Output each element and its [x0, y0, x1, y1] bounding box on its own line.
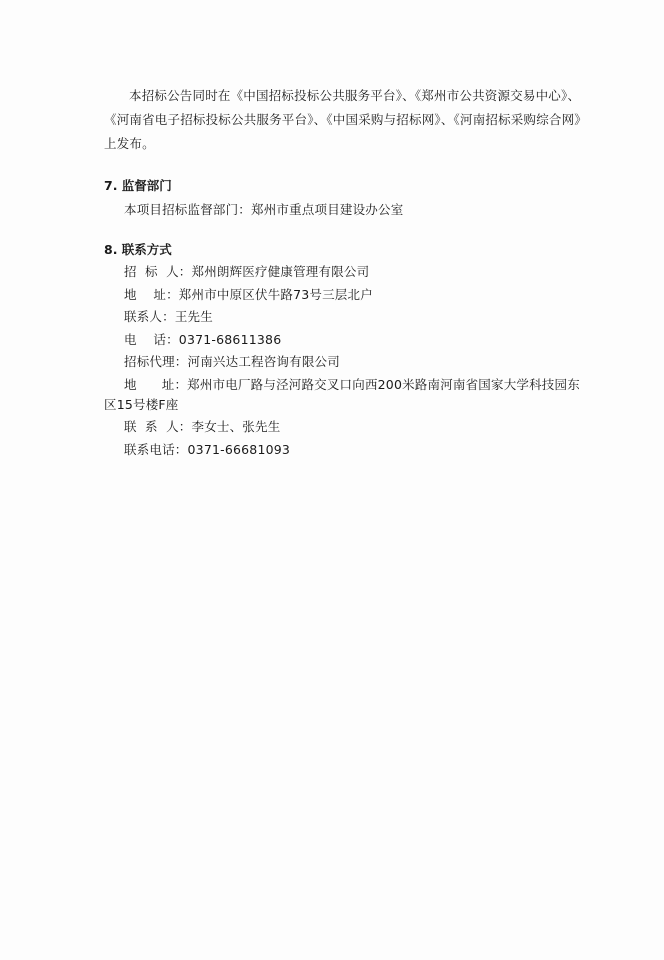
- contact-list: [104, 262, 584, 462]
- section-heading-supervision: 7. 监督部门: [104, 178, 172, 193]
- contact-value: 河南兴达工程咨询有限公司: [187, 354, 340, 369]
- contact-row-tenderer-phone: [104, 330, 584, 350]
- contact-value: 0371-66681093: [187, 441, 291, 457]
- contact-value: 郑州市电厂路与泾河路交叉口向西200米路南河南省国家大学科技园东区15号楼F座: [104, 376, 580, 412]
- contact-row-tenderer: [104, 262, 584, 282]
- contact-row-agency-address: [104, 375, 584, 415]
- contact-value: 李女士、张先生: [191, 419, 281, 434]
- contact-row-agency: [104, 352, 584, 372]
- contact-row-agency-person: [104, 417, 584, 437]
- contact-value: 王先生: [174, 309, 213, 324]
- contact-value: 0371-68611386: [178, 331, 282, 347]
- contact-value: 郑州市中原区伏牛路73号三层北户: [178, 286, 373, 302]
- contact-label: 电 话：: [124, 331, 179, 347]
- publication-notice-paragraph: 本招标公告同时在《中国招标投标公共服务平台》、《郑州市公共资源交易中心》、《河南省电子招标投标公共服务平台》、《中国采购与招标网》、《河南招标采购综合网》上发布。: [104, 88, 581, 151]
- contact-row-tenderer-person: [104, 307, 584, 327]
- contact-label: 联系人：: [124, 309, 175, 324]
- contact-row-tenderer-address: [104, 285, 584, 305]
- contact-label: 招标代理：: [124, 354, 188, 369]
- contact-row-agency-phone: [104, 440, 584, 460]
- contact-label: 地 址：: [124, 286, 179, 302]
- contact-label: 地 址：: [124, 376, 188, 392]
- contact-label: 招 标 人：: [124, 264, 192, 279]
- contact-label: 联 系 人：: [124, 419, 192, 434]
- contact-value: 郑州朗辉医疗健康管理有限公司: [191, 264, 370, 279]
- supervision-department-text: 本项目招标监督部门：郑州市重点项目建设办公室: [124, 202, 404, 217]
- contact-label: 联系电话：: [124, 441, 188, 457]
- section-heading-contact: 8. 联系方式: [104, 242, 172, 257]
